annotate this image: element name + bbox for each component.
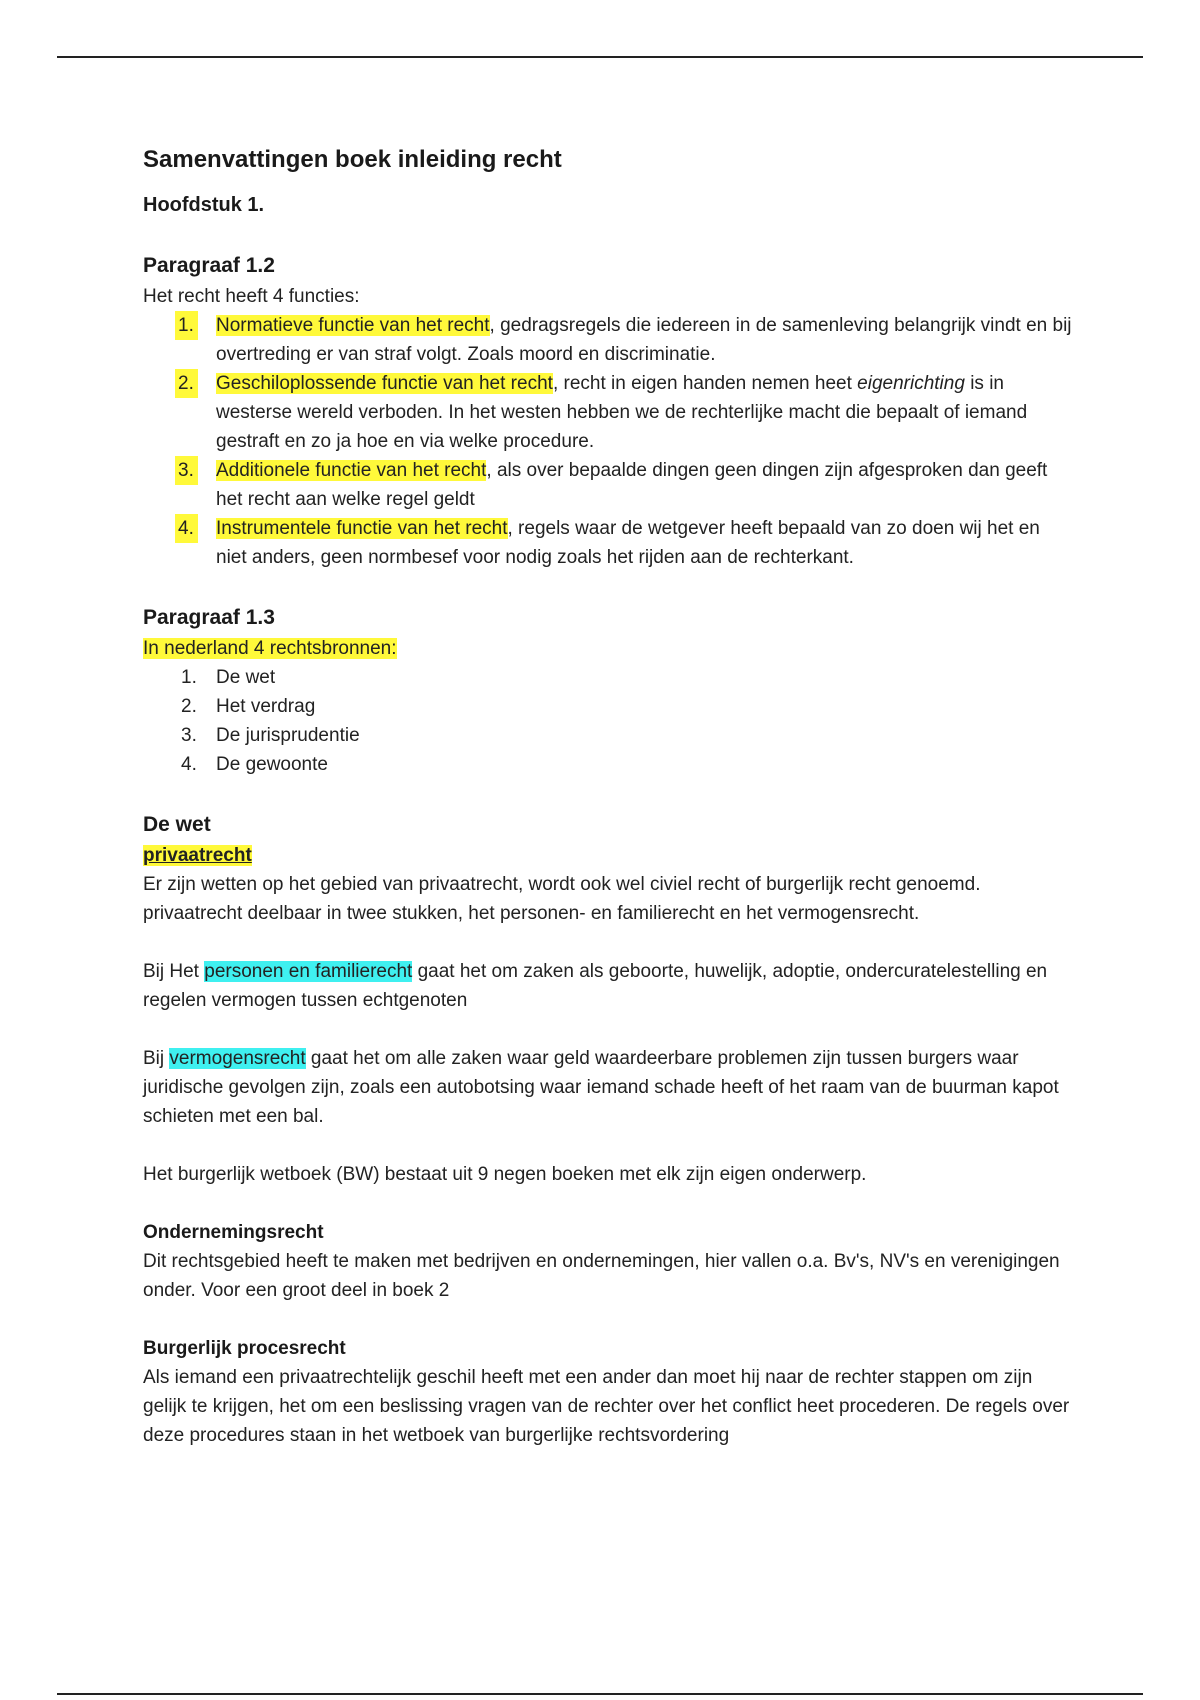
list-number: 1. bbox=[181, 667, 197, 688]
section-intro-1-2: Het recht heeft 4 functies: bbox=[143, 286, 360, 307]
list-item-text: Het verdrag bbox=[216, 696, 316, 717]
spacer bbox=[143, 1189, 1073, 1218]
paragraph-text: gaat het om alle zaken waar geld waardeerbare problemen zijn tussen burgers waar juridische gevolgen zijn, zoals een autobotsing waar iemand schade heeft of het raam van de buurman kapot schieten met een bal. bbox=[143, 1048, 1059, 1127]
spacer bbox=[143, 1015, 1073, 1044]
highlighted-term: personen en familierecht bbox=[204, 961, 413, 982]
italic-term: eigenrichting bbox=[857, 373, 965, 394]
list-item bbox=[143, 663, 1073, 692]
highlighted-term: vermogensrecht bbox=[169, 1048, 306, 1069]
highlighted-term: Normatieve functie van het recht bbox=[216, 315, 490, 336]
paragraph bbox=[143, 957, 1073, 1015]
document-title: Samenvattingen boek inleiding recht bbox=[143, 146, 562, 173]
spacer bbox=[143, 779, 1073, 809]
list-number: 3. bbox=[181, 725, 197, 746]
functions-list bbox=[143, 311, 1073, 572]
highlighted-term: Instrumentele functie van het recht bbox=[216, 518, 508, 539]
list-item-text: , regels waar de wetgever heeft bepaald van zo doen wij het en niet anders, geen normbesef voor nodig zoals het rijden aan de rechterkant. bbox=[216, 518, 1040, 568]
list-number: 4. bbox=[181, 754, 197, 775]
list-number: 4. bbox=[175, 514, 198, 543]
paragraph-text: gaat het om zaken als geboorte, huwelijk, adoptie, ondercuratelestelling en regelen vermogen tussen echtgenoten bbox=[143, 961, 1048, 1011]
list-number: 2. bbox=[175, 369, 198, 398]
paragraph: Er zijn wetten op het gebied van privaatrecht, wordt ook wel civiel recht of burgerlijk recht genoemd. privaatrecht deelbaar in twee stukken, het personen- en familierecht en het vermogensrecht. bbox=[143, 874, 981, 924]
highlighted-term: Geschiloplossende functie van het recht bbox=[216, 373, 553, 394]
highlighted-term: Additionele functie van het recht bbox=[216, 460, 487, 481]
subheading-privaatrecht bbox=[143, 841, 1073, 870]
chapter-heading: Hoofdstuk 1. bbox=[143, 194, 265, 216]
paragraph bbox=[143, 1044, 1073, 1131]
list-item-text: De gewoonte bbox=[216, 754, 328, 775]
list-item bbox=[143, 750, 1073, 779]
highlighted-subheading: privaatrecht bbox=[143, 845, 252, 866]
paragraph-text: Bij bbox=[143, 1048, 170, 1069]
section-heading-de-wet: De wet bbox=[143, 813, 211, 836]
document-page bbox=[143, 140, 1073, 1450]
list-item bbox=[143, 456, 1073, 514]
paragraph: Als iemand een privaatrechtelijk geschil heeft met een ander dan moet hij naar de rechter stappen om zijn gelijk te krijgen, het om een beslissing vragen van de rechter over het conflict heet procederen. De regels over deze procedures staan in het wetboek van burgerlijke rechtsvordering bbox=[143, 1367, 1070, 1446]
paragraph: Het burgerlijk wetboek (BW) bestaat uit 9 negen boeken met elk zijn eigen onderwerp. bbox=[143, 1164, 867, 1185]
spacer bbox=[143, 1305, 1073, 1334]
list-item-text: , als over bepaalde dingen geen dingen zijn afgesproken dan geeft het recht aan welke regel geldt bbox=[216, 460, 1048, 510]
list-item-text: , gedragsregels die iedereen in de samenleving belangrijk vindt en bij overtreding er van straf volgt. Zoals moord en discriminatie. bbox=[216, 315, 1072, 365]
list-item-text: , recht in eigen handen nemen heet bbox=[552, 373, 858, 394]
section-heading-1-2: Paragraaf 1.2 bbox=[143, 254, 275, 277]
sources-list bbox=[143, 663, 1073, 779]
list-item bbox=[143, 721, 1073, 750]
list-item-text: De wet bbox=[216, 667, 276, 688]
subsection-heading-procesrecht: Burgerlijk procesrecht bbox=[143, 1338, 346, 1359]
list-item bbox=[143, 311, 1073, 369]
list-item bbox=[143, 692, 1073, 721]
highlighted-intro: In nederland 4 rechtsbronnen: bbox=[143, 638, 397, 659]
list-number: 1. bbox=[175, 311, 198, 340]
spacer bbox=[143, 928, 1073, 957]
list-number: 3. bbox=[175, 456, 198, 485]
spacer bbox=[143, 1131, 1073, 1160]
footer-rule bbox=[57, 1693, 1143, 1695]
header-rule bbox=[57, 56, 1143, 58]
subsection-heading-ondernemingsrecht: Ondernemingsrecht bbox=[143, 1222, 324, 1243]
paragraph-text: Bij Het bbox=[143, 961, 205, 982]
section-heading-1-3: Paragraaf 1.3 bbox=[143, 606, 275, 629]
spacer bbox=[143, 572, 1073, 602]
section-intro-1-3 bbox=[143, 634, 1073, 663]
list-number: 2. bbox=[181, 696, 197, 717]
list-item-text: De jurisprudentie bbox=[216, 725, 360, 746]
paragraph: Dit rechtsgebied heeft te maken met bedrijven en ondernemingen, hier vallen o.a. Bv's, NV's en verenigingen onder. Voor een groot deel in boek 2 bbox=[143, 1251, 1060, 1301]
list-item bbox=[143, 514, 1073, 572]
list-item-text: is in westerse wereld verboden. In het westen hebben we de rechterlijke macht die bepaalt of iemand gestraft en zo ja hoe en via welke procedure. bbox=[216, 373, 1028, 452]
list-item bbox=[143, 369, 1073, 456]
